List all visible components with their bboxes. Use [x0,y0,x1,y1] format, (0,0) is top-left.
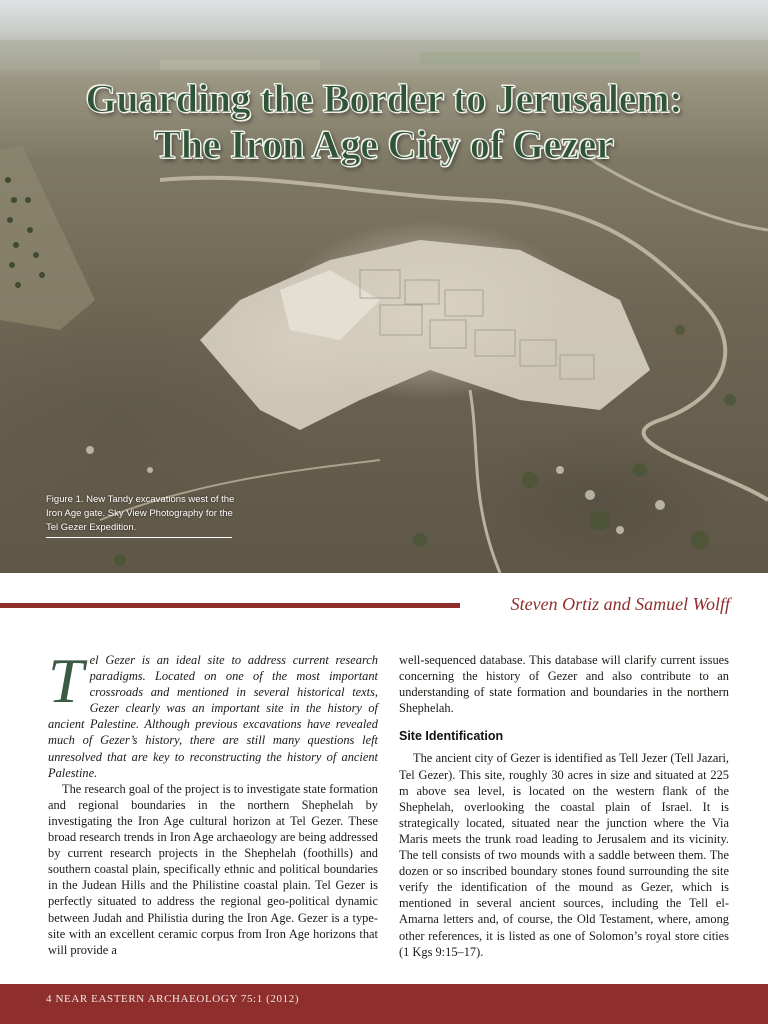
intro-text: el Gezer is an ideal site to address current research paradigms. Located on one of the most important crossroads and mentioned in several historical texts, Gezer clearly was an important site in the history of ancient Palestine. Although previous excavations have revealed much of Gezer’s history, there are still many questions left unresolved that are key to reconstructing the history of ancient Palestine. [48,653,378,780]
author-byline: Steven Ortiz and Samuel Wolff [510,594,730,614]
figure-caption: Figure 1. New Tandy excavations west of the Iron Age gate. Sky View Photography for the Tel Gezer Expedition. [46,494,235,533]
body-paragraph: The ancient city of Gezer is identified as Tell Jezer (Tell Jazari, Tel Gezer). This site, roughly 30 acres in size and situated at 225 m above sea level, is located on the western flank of the Shephelah, overlooking the coastal plain of Israel. It is strategically located, situated near the junction where the Via Maris meets the trunk road leading to Jerusalem and its vicinity. The tell consists of two mounds with a saddle between them. The dozen or so inscribed boundary stones found surrounding the site verify the identification of the mound as Gezer, which is mentioned in several ancient sources, including the Tell el-Amarna letters and, of course, the Old Testament, where, among other references, it is listed as one of Solomon’s royal store cities (1 Kgs 9:15–17). [399,751,729,959]
page-footer: 4 NEAR EASTERN ARCHAEOLOGY 75:1 (2012) [46,993,300,1005]
text-column-left [48,645,378,958]
intro-paragraph [48,645,378,781]
title-line-2: The Iron Age City of Gezer [154,122,614,167]
drop-cap: T [48,645,84,716]
accent-rule [0,603,460,608]
section-heading: Site Identification [399,729,504,744]
body-paragraph-continued: well-sequenced database. This database will clarify current issues concerning the history of Gezer and also contribute to an understanding of state formation and boundaries in the northern Shephelah. [399,653,729,716]
body-paragraph: The research goal of the project is to investigate state formation and regional boundaries in the northern Shephelah by investigating the Iron Age cultural horizon at Tel Gezer. These broad research trends in Iron Age archaeology are being addressed by current research projects in the Shephelah (foothills) and southern coastal plain, specifically ethnic and political boundaries in the Judean Hills and the Philistine coastal plain. Tel Gezer is perfectly situated to address the regional geo-political dynamic between Judah and Philistia during the Iron Age. Gezer is a type-site with an excellent ceramic corpus from Iron Age horizons that will provide a [48,781,378,957]
text-column-right [399,652,729,960]
caption-underline [46,537,232,538]
title-line-1: Guarding the Border to Jerusalem: [85,76,683,121]
article-title [0,76,768,168]
